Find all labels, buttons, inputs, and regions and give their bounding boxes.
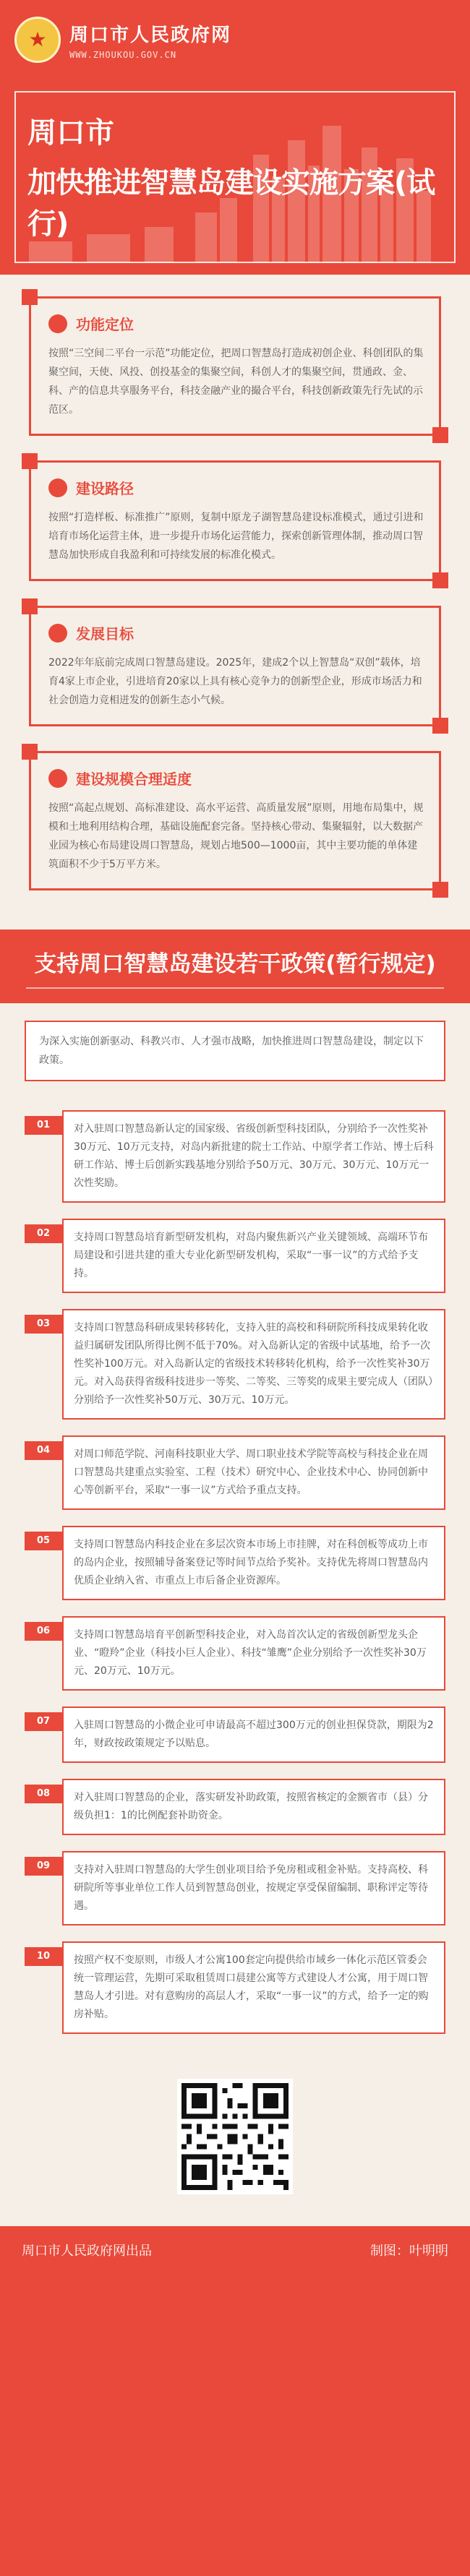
plan-sections <box>0 275 470 929</box>
policy-item-text: 支持周口智慧岛培育新型研发机构，对岛内聚焦新兴产业关键领域、高端环节布局建设和引进共建的重大专业化新型研发机构，采取“一事一议”的方式给予支持。 <box>62 1219 445 1293</box>
section-title: 发展目标 <box>76 625 134 643</box>
footer-credit-right: 制图：叶明明 <box>370 2244 448 2259</box>
policy-item-text: 入驻周口智慧岛的小微企业可申请最高不超过300万元的创业担保贷款，期限为2年，财政按政策规定予以贴息。 <box>62 1706 445 1763</box>
policy-item-number: 03 <box>25 1315 62 1334</box>
hero <box>0 80 470 275</box>
section-card <box>29 296 441 436</box>
bullet-dot-icon <box>48 769 67 788</box>
footer <box>0 2226 470 2274</box>
policy-item-text: 对入驻周口智慧岛的企业，落实研发补助政策，按照省核定的金额省市（县）分级负担1：1的比例配套补助资金。 <box>62 1779 445 1835</box>
policy-item-text: 按照产权不变原则，市级人才公寓100套定向提供给市域乡一体化示范区管委会统一管理运营，先期可采取租赁周口晨建公寓等方式建设人才公寓，用于周口智慧岛人才引进。对有意购房的高层人才，采取“一事一议”的方式，给予一定的购房补贴。 <box>62 1941 445 2034</box>
policy-item-text: 支持周口智慧岛内科技企业在多层次资本市场上市挂牌，对在科创板等成功上市的岛内企业，按照辅导备案登记等时间节点给予奖补。支持优先将周口智慧岛内优质企业纳入省、市重点上市后备企业资源库。 <box>62 1526 445 1600</box>
section-body: 按照“三空间二平台一示范”功能定位，把周口智慧岛打造成初创企业、科创团队的集聚空间，天使、风投、创投基金的集聚空间，科创人才的集聚空间，贯通政、金、科、产的信息共享服务平台，科技金融产业的撮合平台，科技创新政策先行先试的示范区。 <box>48 348 424 416</box>
hero-title-line2: 加快推进智慧岛建设实施方案(试行) <box>27 166 435 241</box>
site-header <box>0 0 470 80</box>
section-card <box>29 606 441 726</box>
policy-item <box>25 1706 445 1763</box>
policy-item-text: 支持周口智慧岛科研成果转移转化，支持入驻的高校和科研院所科技成果转化收益归属研发团队所得比例不低于70%。对入岛新认定的省级中试基地，给予一次性奖补100万元。对入岛新认定的省级技术转移转化机构，给予一次性奖补30万元。对入岛获得省级科技进步一等奖、二等奖、三等奖的成果主要完成人（团队）分别给予一次性奖补50万元、30万元、10万元。 <box>62 1309 445 1420</box>
bullet-dot-icon <box>48 478 67 497</box>
policy-item-number: 07 <box>25 1712 62 1731</box>
policy-item-number: 06 <box>25 1622 62 1641</box>
policy-item-text: 支持对入驻周口智慧岛的大学生创业项目给予免房租或租金补贴。支持高校、科研院所等事业单位工作人员到智慧岛创业，按规定享受保留编制、职称评定等待遇。 <box>62 1851 445 1925</box>
policy-item <box>25 1526 445 1600</box>
policy-item-number: 10 <box>25 1947 62 1966</box>
policy-item <box>25 1941 445 2034</box>
hero-title-line1: 周口市 <box>27 116 114 150</box>
section-body: 2022年年底前完成周口智慧岛建设。2025年，建成2个以上智慧岛“双创”载体，培育4家上市企业，引进培育20家以上具有核心竞争力的创新型企业，形成市场活力和社会创造力竞相迸发的创新生态小气候。 <box>48 657 422 706</box>
policy-item <box>25 1309 445 1420</box>
policy-item <box>25 1435 445 1510</box>
section-body: 按照“打造样板、标准推广”原则，复制中原龙子湖智慧岛建设标准模式，通过引进和培育市场化运营主体，进一步提升市场化运营能力，探索创新管理体制，推动周口智慧岛加快形成自我盈利和可持续发展的标准化模式。 <box>48 512 424 561</box>
bullet-dot-icon <box>48 314 67 333</box>
section-card <box>29 460 441 581</box>
section-title: 功能定位 <box>76 316 134 333</box>
bullet-dot-icon <box>48 624 67 643</box>
policy-banner-title: 支持周口智慧岛建设若干政策(暂行规定) <box>26 944 444 989</box>
policy-item <box>25 1851 445 1925</box>
site-branding[interactable] <box>69 20 231 60</box>
qr-section <box>0 2071 470 2226</box>
policy-item-text: 对入驻周口智慧岛新认定的国家级、省级创新型科技团队，分别给予一次性奖补30万元、10万元支持，对岛内新批建的院士工作站、中原学者工作站、博士后科研工作站、博士后创新实践基地分别给予50万元、30万元、30万元、10万元一次性奖励。 <box>62 1110 445 1203</box>
policy-banner <box>0 929 470 1003</box>
policy-items <box>0 1099 470 2071</box>
policy-item-text: 对周口师范学院、河南科技职业大学、周口职业技术学院等高校与科技企业在周口智慧岛共建重点实验室、工程（技术）研究中心、企业技术中心、协同创新中心等创新平台，采取“一事一议”方式给予重点支持。 <box>62 1435 445 1510</box>
section-title: 建设路径 <box>76 480 134 497</box>
footer-credit-left: 周口市人民政府网出品 <box>22 2244 152 2259</box>
policy-lead: 为深入实施创新驱动、科教兴市、人才强市战略，加快推进周口智慧岛建设，制定以下政策。 <box>25 1021 445 1081</box>
qr-code-icon[interactable] <box>177 2079 293 2194</box>
policy-item-number: 05 <box>25 1532 62 1550</box>
section-title: 建设规模合理适度 <box>76 770 192 788</box>
policy-item-number: 09 <box>25 1857 62 1876</box>
section-card <box>29 751 441 890</box>
policy-item-number: 04 <box>25 1441 62 1460</box>
site-title: 周口市人民政府网 <box>69 24 232 46</box>
policy-item <box>25 1219 445 1293</box>
national-emblem-icon <box>14 17 61 63</box>
policy-item-number: 02 <box>25 1224 62 1243</box>
policy-lead-wrap <box>0 1003 470 1099</box>
site-url: WWW.ZHOUKOU.GOV.CN <box>69 49 177 60</box>
policy-item <box>25 1110 445 1203</box>
policy-item-number: 08 <box>25 1785 62 1803</box>
policy-item-text: 支持周口智慧岛培育平创新型科技企业，对入岛首次认定的省级创新型龙头企业、“瞪羚”企业（科技小巨人企业）、科技“雏鹰”企业分别给予一次性奖补30万元、20万元、10万元。 <box>62 1616 445 1691</box>
policy-item-number: 01 <box>25 1116 62 1135</box>
section-body: 按照“高起点规划、高标准建设、高水平运营、高质量发展”原则，用地布局集中，规模和土地利用结构合理，基础设施配套完备。坚持核心带动、集聚辐射，以大数据产业园为核心布局建设周口智慧岛，规划占地500—1000亩，其中主要功能的单体建筑面积不少于5万平方米。 <box>48 802 424 870</box>
policy-item <box>25 1616 445 1691</box>
policy-item <box>25 1779 445 1835</box>
